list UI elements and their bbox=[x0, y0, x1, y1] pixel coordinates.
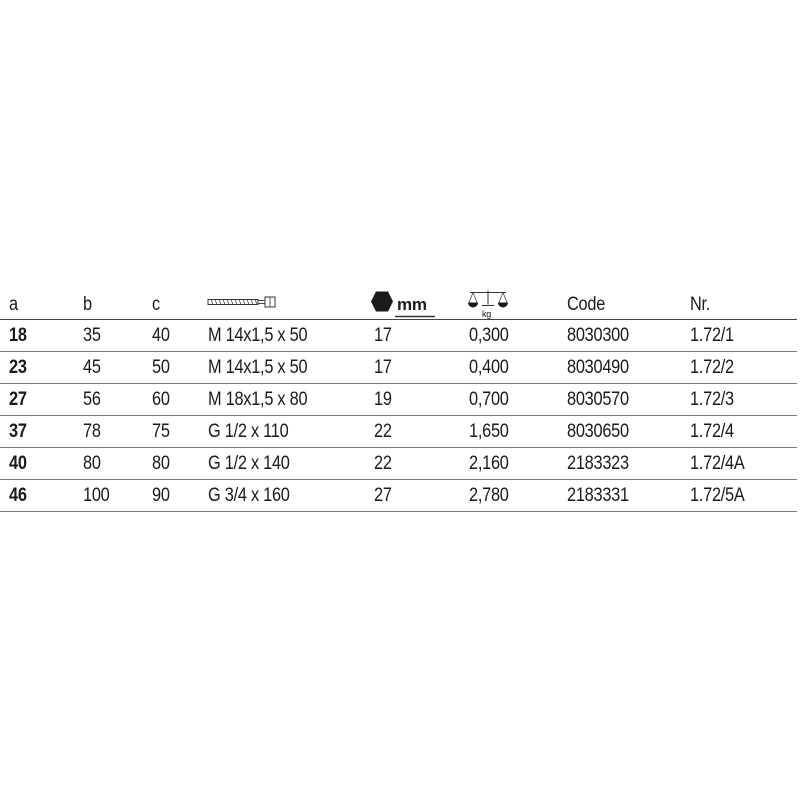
cell-kg: 0,300 bbox=[469, 324, 509, 346]
cell-thread: M 14x1,5 x 50 bbox=[208, 356, 308, 378]
cell-c: 80 bbox=[152, 452, 170, 474]
cell-thread: G 1/2 x 110 bbox=[208, 420, 289, 442]
table-row bbox=[0, 480, 797, 512]
cell-mm: 17 bbox=[374, 324, 392, 346]
hexagon-icon bbox=[370, 291, 394, 318]
cell-code: 8030490 bbox=[567, 356, 629, 378]
header-mm-unit: mm bbox=[397, 294, 427, 314]
cell-kg: 2,160 bbox=[469, 452, 509, 474]
cell-thread: M 18x1,5 x 80 bbox=[208, 388, 308, 410]
cell-mm: 22 bbox=[374, 452, 392, 474]
header-code: Code bbox=[567, 293, 606, 315]
cell-a: 18 bbox=[9, 324, 27, 346]
cell-nr: 1.72/4 bbox=[690, 420, 734, 442]
header-kg-unit: kg bbox=[482, 309, 491, 319]
cell-kg: 0,400 bbox=[469, 356, 509, 378]
cell-a: 37 bbox=[9, 420, 27, 442]
cell-kg: 2,780 bbox=[469, 484, 509, 506]
header-b: b bbox=[83, 293, 92, 315]
cell-b: 35 bbox=[83, 324, 101, 346]
cell-mm: 19 bbox=[374, 388, 392, 410]
cell-nr: 1.72/3 bbox=[690, 388, 734, 410]
cell-mm: 27 bbox=[374, 484, 392, 506]
cell-c: 90 bbox=[152, 484, 170, 506]
cell-mm: 22 bbox=[374, 420, 392, 442]
product-spec-table bbox=[0, 290, 797, 512]
cell-a: 46 bbox=[9, 484, 27, 506]
cell-nr: 1.72/5A bbox=[690, 484, 745, 506]
cell-b: 56 bbox=[83, 388, 101, 410]
cell-kg: 1,650 bbox=[469, 420, 509, 442]
cell-code: 8030570 bbox=[567, 388, 629, 410]
cell-thread: G 1/2 x 140 bbox=[208, 452, 290, 474]
cell-nr: 1.72/1 bbox=[690, 324, 734, 346]
cell-code: 2183331 bbox=[567, 484, 629, 506]
table-row bbox=[0, 320, 797, 352]
cell-b: 100 bbox=[83, 484, 110, 506]
header-a: a bbox=[9, 293, 18, 315]
cell-nr: 1.72/4A bbox=[690, 452, 745, 474]
cell-thread: G 3/4 x 160 bbox=[208, 484, 290, 506]
table-header-row bbox=[0, 290, 797, 320]
table-row bbox=[0, 448, 797, 480]
cell-b: 80 bbox=[83, 452, 101, 474]
header-nr: Nr. bbox=[690, 293, 711, 315]
cell-kg: 0,700 bbox=[469, 388, 509, 410]
table-row bbox=[0, 416, 797, 448]
table-row bbox=[0, 384, 797, 416]
cell-c: 50 bbox=[152, 356, 170, 378]
cell-code: 8030300 bbox=[567, 324, 629, 346]
header-c: c bbox=[152, 293, 160, 315]
cell-a: 40 bbox=[9, 452, 27, 474]
cell-code: 8030650 bbox=[567, 420, 629, 442]
cell-mm: 17 bbox=[374, 356, 392, 378]
cell-b: 78 bbox=[83, 420, 101, 442]
threaded-screw-icon bbox=[207, 295, 277, 313]
cell-b: 45 bbox=[83, 356, 101, 378]
cell-thread: M 14x1,5 x 50 bbox=[208, 324, 308, 346]
cell-nr: 1.72/2 bbox=[690, 356, 734, 378]
cell-a: 23 bbox=[9, 356, 27, 378]
cell-code: 2183323 bbox=[567, 452, 629, 474]
cell-a: 27 bbox=[9, 388, 27, 410]
cell-c: 40 bbox=[152, 324, 170, 346]
cell-c: 75 bbox=[152, 420, 170, 442]
table-row bbox=[0, 352, 797, 384]
cell-c: 60 bbox=[152, 388, 170, 410]
